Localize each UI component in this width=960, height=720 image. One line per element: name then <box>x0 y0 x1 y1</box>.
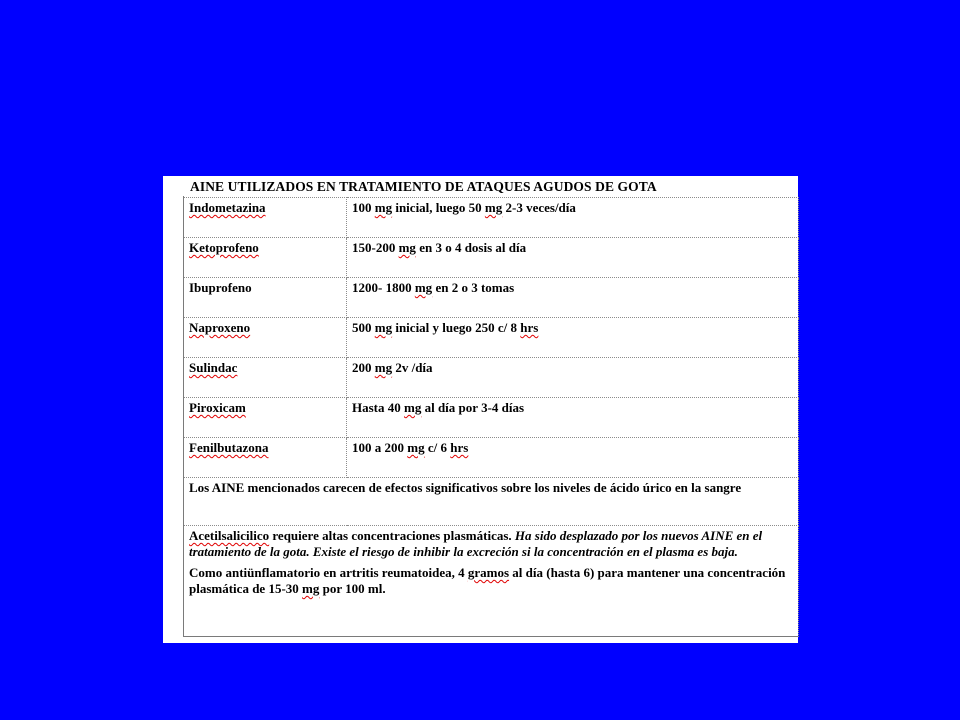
drug-name: Naproxeno <box>189 320 251 335</box>
dose-cell <box>347 438 799 478</box>
table-row <box>184 398 799 438</box>
dose-text: 100 a 200 <box>352 440 408 455</box>
dose-text: 1200- 1800 <box>352 280 415 295</box>
drug-cell <box>184 278 347 318</box>
note-text: Los AINE mencionados carecen de efectos significativos sobre los niveles de ácido úrico en la sangre <box>189 480 742 495</box>
dose-text: 2-3 veces/día <box>502 200 576 215</box>
table-row <box>184 438 799 478</box>
dose-unit: mg <box>374 200 393 215</box>
note-italic-text: Ha sido desplazado por los nuevos AINE en el tratamiento de la gota. Existe el riesgo de inhibir la excreción si la concentración en el plasma es baja. <box>189 528 763 559</box>
table-row <box>184 198 799 238</box>
dose-text: en 2 o 3 tomas <box>432 280 515 295</box>
dose-text: 200 <box>352 360 375 375</box>
dose-text: 150-200 <box>352 240 399 255</box>
note-cell <box>184 478 799 526</box>
dose-text: c/ 6 <box>424 440 451 455</box>
note-text: por 100 ml. <box>319 581 386 596</box>
drug-cell <box>184 238 347 278</box>
dose-text: inicial y luego 250 c/ 8 <box>392 320 521 335</box>
table-row <box>184 238 799 278</box>
dose-text: 500 <box>352 320 375 335</box>
note-cell <box>184 526 799 637</box>
table-row <box>184 278 799 318</box>
note-text: requiere altas concentraciones plasmáticas. <box>269 528 515 543</box>
note-text: al día (hasta 6) para mantener una concentración plasmática de 15-30 <box>189 565 786 596</box>
dose-cell <box>347 358 799 398</box>
dose-unit: mg <box>407 440 425 455</box>
drug-name: Ketoprofeno <box>189 240 259 255</box>
drug-cell <box>184 398 347 438</box>
table-row <box>184 318 799 358</box>
note-row <box>184 478 799 526</box>
dose-text: Hasta 40 <box>352 400 404 415</box>
table-row <box>184 358 799 398</box>
dose-text: 2v /día <box>392 360 433 375</box>
note-text: Como antiünflamatorio en artritis reumatoidea, 4 <box>189 565 468 580</box>
dose-cell <box>347 398 799 438</box>
drug-cell <box>184 358 347 398</box>
dose-cell <box>347 318 799 358</box>
drug-name: Ibuprofeno <box>189 280 252 295</box>
dose-text: en 3 o 4 dosis al día <box>415 240 527 255</box>
dose-unit: hrs <box>450 440 469 455</box>
dose-unit: mg <box>414 280 433 295</box>
table-bottom-border <box>183 636 798 637</box>
dose-unit: gramos <box>467 565 510 580</box>
drug-name: Sulindac <box>189 360 238 375</box>
dose-unit: mg <box>374 320 393 335</box>
table-left-border <box>183 196 184 637</box>
dose-text: 100 <box>352 200 372 215</box>
drug-name: Acetilsalicilico <box>189 528 270 543</box>
aine-table <box>183 197 799 637</box>
dose-cell <box>347 238 799 278</box>
drug-cell <box>184 198 347 238</box>
dose-cell <box>347 198 799 238</box>
dose-unit: mg <box>398 240 416 255</box>
note-row <box>184 526 799 637</box>
dose-unit: mg <box>374 360 393 375</box>
dose-text: al día por 3-4 días <box>421 400 525 415</box>
dose-cell <box>347 278 799 318</box>
drug-cell <box>184 438 347 478</box>
drug-name: Piroxicam <box>189 400 246 415</box>
document-page <box>163 176 798 643</box>
drug-name: Indometazina <box>189 200 266 215</box>
dose-unit: mg <box>302 581 320 596</box>
dose-text: inicial, luego 50 <box>392 200 485 215</box>
dose-unit: hrs <box>520 320 539 335</box>
drug-cell <box>184 318 347 358</box>
dose-unit: mg <box>404 400 422 415</box>
dose-unit: mg <box>484 200 503 215</box>
drug-name: Fenilbutazona <box>189 440 269 455</box>
table-title: AINE UTILIZADOS EN TRATAMIENTO DE ATAQUES AGUDOS DE GOTA <box>190 179 657 194</box>
